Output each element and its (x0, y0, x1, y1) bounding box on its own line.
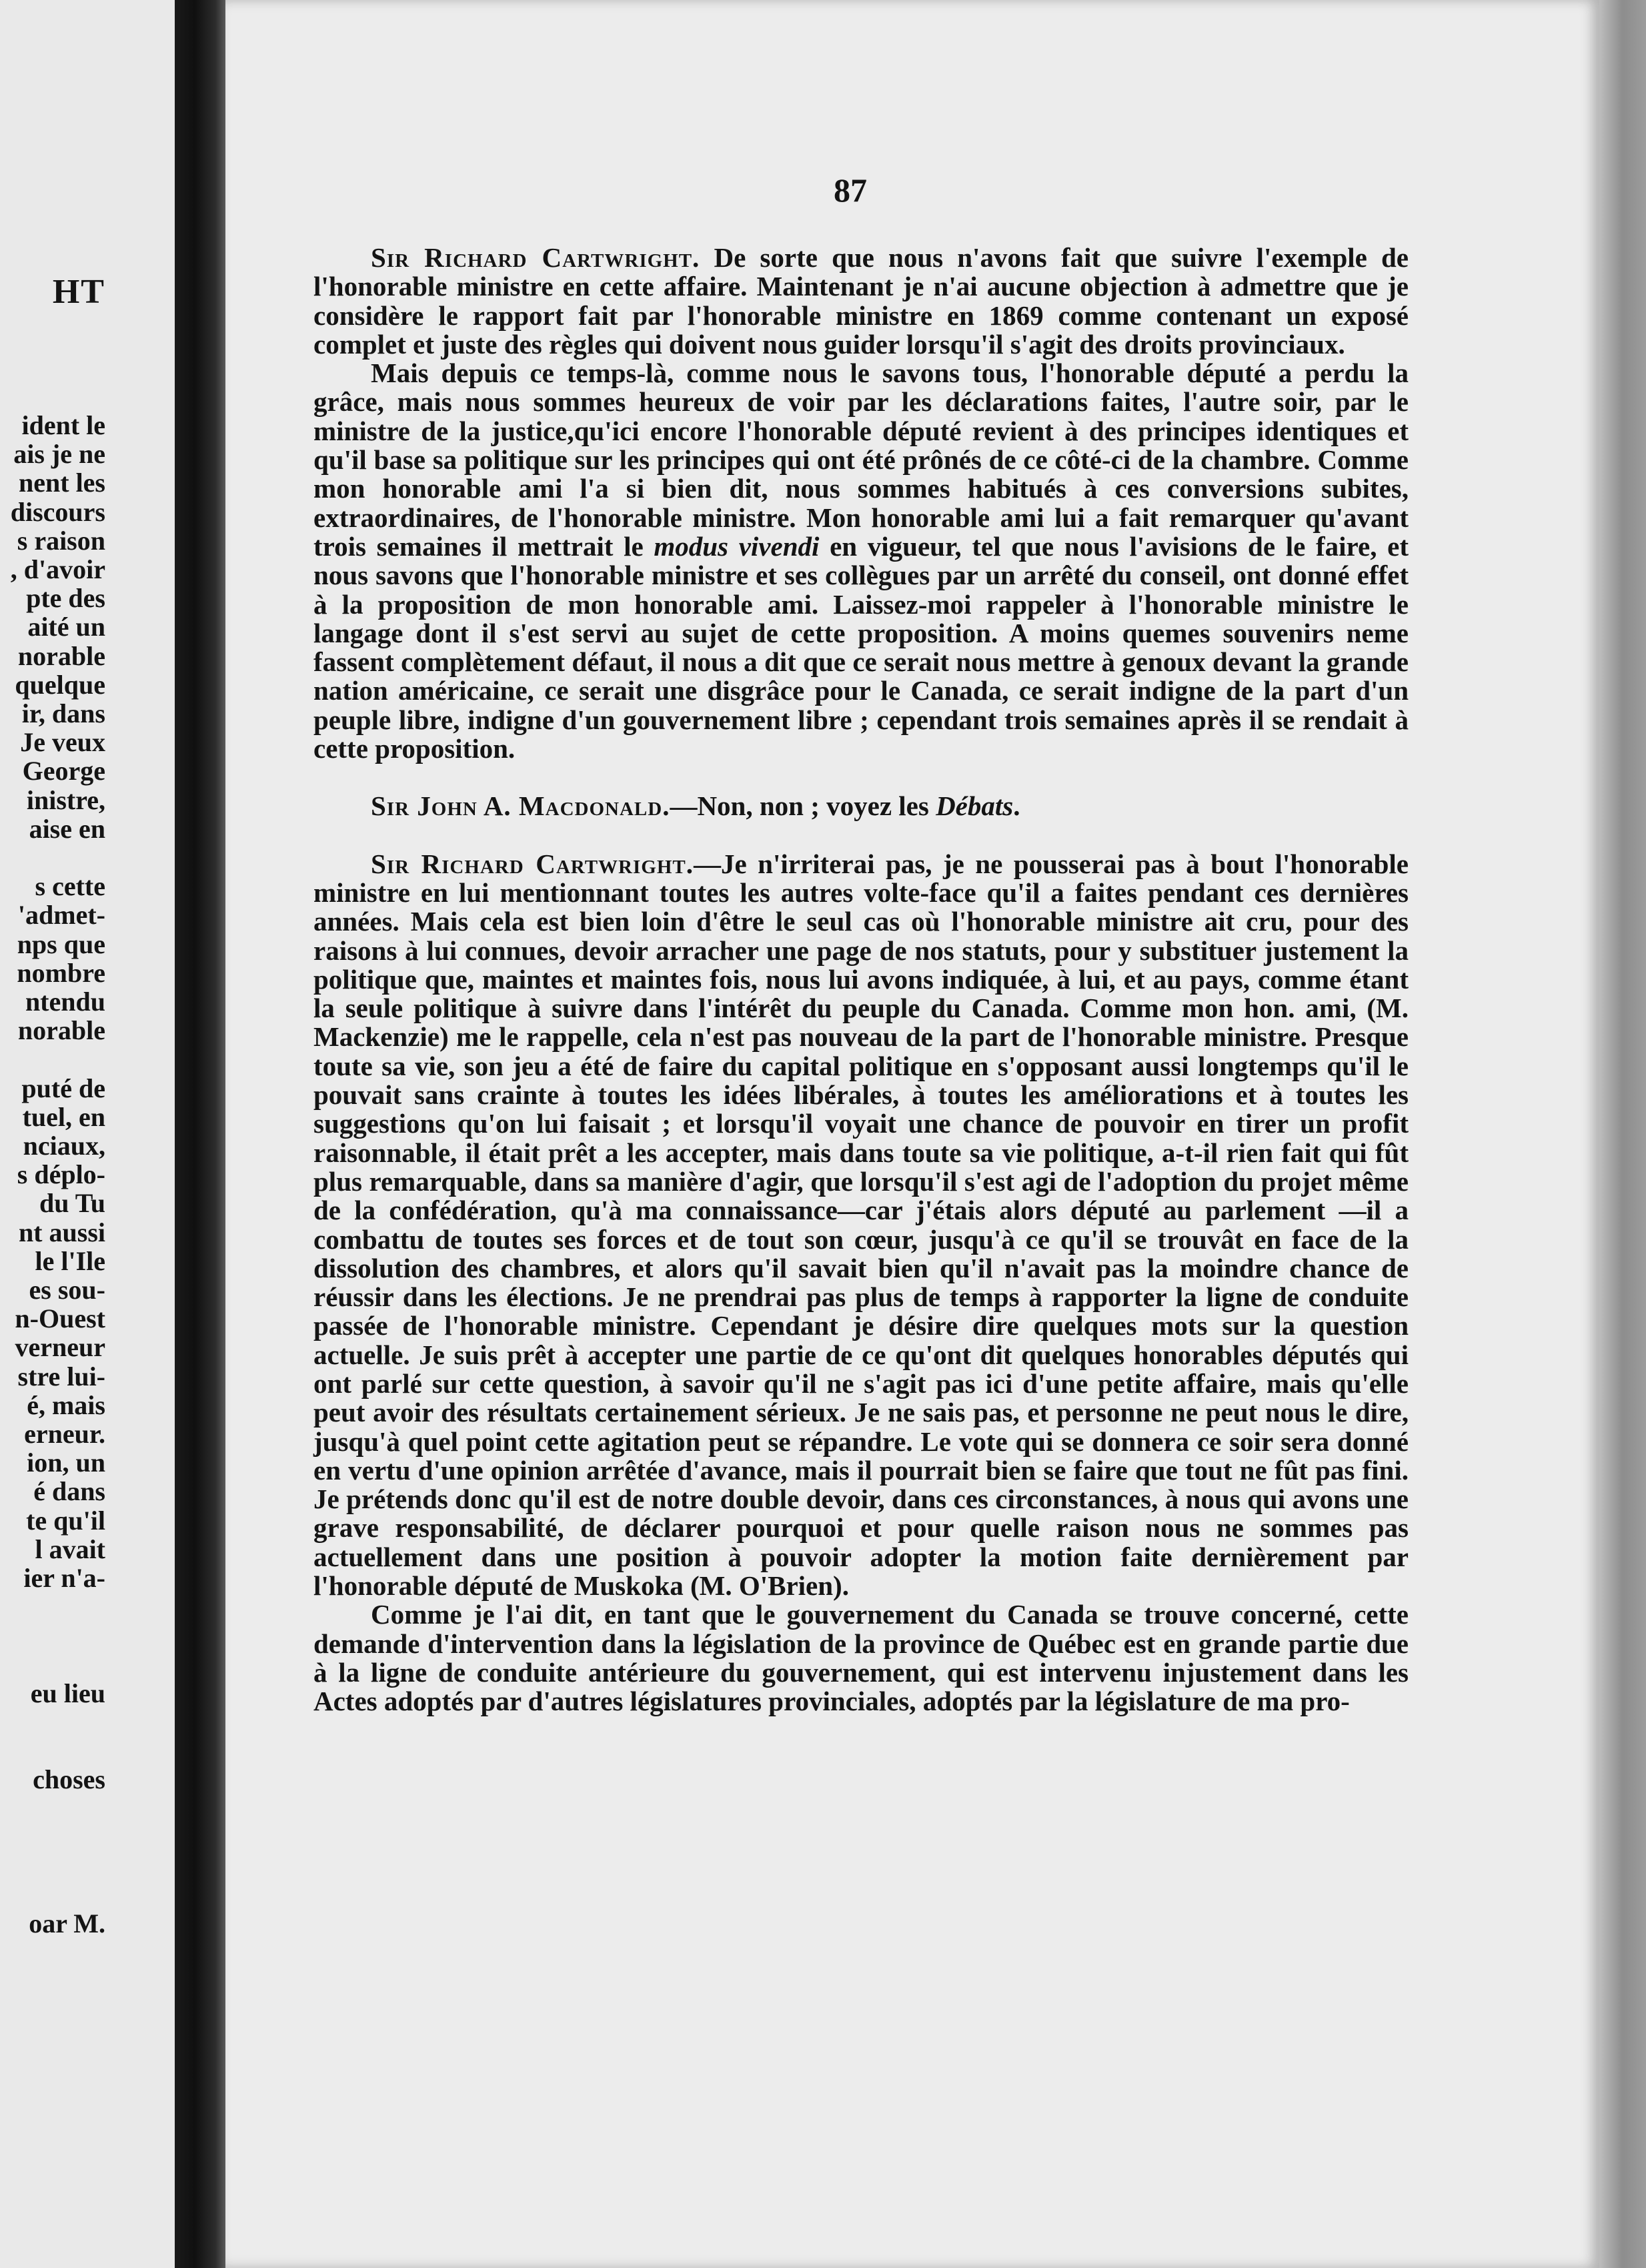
left-page-line: es sou- (29, 1275, 105, 1305)
paragraph-4 (313, 850, 1409, 1601)
left-page-line: n-Ouest (15, 1303, 105, 1334)
left-page-line: eu lieu (30, 1678, 105, 1708)
left-page-line: te qu'il (26, 1505, 105, 1536)
page-number: 87 (834, 171, 867, 209)
left-page-line: erneur. (24, 1419, 105, 1449)
left-page-line: aité un (27, 612, 105, 642)
speaker-name: Sir Richard Cartwright. (371, 242, 700, 273)
left-page-line: puté de (21, 1073, 105, 1103)
speaker-name: Sir Richard Cartwright. (371, 848, 694, 879)
left-page-line: norable (17, 640, 105, 671)
left-page-line: s cette (35, 871, 105, 902)
left-page-line: inistre, (26, 784, 105, 815)
left-page-line: s raison (17, 525, 105, 556)
paragraph-text: De sorte que nous n'avons fait que suivre l'exemple de l'honorable ministre en cette affaire. Maintenant je n'ai aucune objection à admettre que je considère le rapport fait par l'honorable ministre en 1869 comme contenant un exposé complet et juste des règles qui doivent nous guider lorsqu'il s'agit des droits provinciaux. (313, 242, 1409, 360)
left-page-line: l avait (35, 1534, 105, 1564)
paragraph-text: Mais depuis ce temps-là, comme nous le savons tous, l'honorable député a perdu la grâce, mais nous sommes heureux de voir par les déclarations faites, l'autre soir, par le ministre de la justice,qu'ici encore l'honorable député revient à des principes identiques et qu'il base sa politique sur les principes qui ont été prônés de ce côté-ci de la chambre. Comme mon honorable ami l'a si bien dit, nous sommes habitués à ces conversions subites, extraordinaires, de l'honorable ministre. Mon honorable ami lui a fait remarquer qu'avant trois semaines il mettrait le (313, 358, 1409, 562)
left-page-line: verneur (15, 1332, 105, 1363)
left-page-line: aise en (29, 813, 105, 844)
left-page-line: ident le (21, 410, 105, 440)
left-page-line: choses (33, 1764, 105, 1795)
left-page-line: ir, dans (21, 698, 105, 728)
left-page-line: é dans (33, 1476, 105, 1507)
left-page-line: nombre (17, 957, 105, 988)
left-page-line: ion, un (27, 1448, 105, 1478)
left-page-line: nps que (17, 929, 105, 959)
left-page-line: nent les (19, 468, 105, 498)
left-page-line: ier n'a- (23, 1563, 105, 1593)
left-page-line: 'admet- (17, 900, 105, 931)
paragraph-text: Comme je l'ai dit, en tant que le gouvernement du Canada se trouve concerné, cette demande d'intervention dans la législation de la province de Québec est en grande partie due à la ligne de conduite antérieure du gouvernement, qui est intervenu injustement dans les Actes adoptés par d'autres législatures provinciales, adoptés par la législature de ma pro- (313, 1599, 1409, 1717)
page-edge (1599, 0, 1646, 2268)
italic-phrase: modus vivendi (654, 530, 820, 562)
left-page-line: stre lui- (17, 1361, 105, 1391)
left-page-line: Je veux (20, 727, 105, 758)
left-page-line: é, mais (27, 1389, 105, 1420)
left-page-line: George (22, 756, 105, 786)
speaker-name: Sir John A. Macdonald. (371, 790, 670, 822)
paragraph-5 (313, 1600, 1409, 1716)
left-page-line: , d'avoir (10, 554, 105, 584)
left-page-line: discours (10, 496, 105, 527)
left-page-line: oar M. (29, 1908, 105, 1939)
left-page-line: nciaux, (23, 1131, 105, 1161)
left-page-line: norable (17, 1015, 105, 1046)
left-page-line: quelque (15, 669, 105, 700)
left-page-line: ais je ne (13, 439, 105, 470)
book-gutter (175, 0, 225, 2268)
page-body (313, 243, 1409, 1716)
left-page-line: du Tu (39, 1188, 105, 1219)
left-page-line: ntendu (25, 987, 105, 1017)
left-page-line: pte des (26, 583, 105, 614)
paragraph-text: —Je n'irriterai pas, je ne pousserai pas à bout l'honorable ministre en lui mentionnant toutes les autres volte-face qu'il a faites pendant ces dernières années. Mais cela est bien loin d'être le seul cas où l'honorable ministre ait cru, pour des raisons à lui connues, devoir arracher une page de nos statuts, pour y substituer justement la politique que, maintes et maintes fois, nous lui avons indiquée, à lui, et au pays, comme étant la seule politique à suivre dans l'intérêt du peuple du Canada. Comme mon hon. ami, (M. Mackenzie) me le rappelle, cela n'est pas nouveau de la part de l'honorable ministre. Presque toute sa vie, son jeu a été de faire du capital politique en s'opposant aussi longtemps qu'il le pouvait sans crainte à toutes les idées libérales, à toutes les améliorations et à toutes les suggestions qu'on lui faisait ; et lorsqu'il voyait une chance de pouvoir en tirer un profit raisonnable, il était prêt a les accepter, mais dans toute sa vie politique, a-t-il rien fait qui fût plus remarquable, dans sa manière d'agir, que lorsqu'il s'est agi de l'adoption du projet même de la confédération, qu'à ma connaissance—car j'étais alors député au parlement —il a combattu de toutes ses forces et de tout son cœur, jusqu'à ce qu'il se trouvât en face de la dissolution des chambres, et alors qu'il savait bien qu'il n'avait pas la moindre chance de réussir dans les élections. Je ne prendrai pas plus de temps à rapporter la ligne de conduite passée de l'honorable ministre. Cependant je désire dire quelques mots sur la question actuelle. Je suis prêt à accepter une partie de ce qu'ont dit quelques honorables députés qui ont parlé sur cette question, à savoir qu'il ne s'agit pas ici d'une petite affaire, mais qu'elle peut avoir des résultats certainement sérieux. Je ne sais pas, et personne ne peut nous le dire, jusqu'à quel point cette agitation peut se répandre. Le vote qui se donnera ce soir sera donné en vertu d'une opinion arrêtée d'avance, mais il pourrait bien se faire que tout ne fût pas fini. Je prétends donc qu'il est de notre double devoir, dans ces circonstances, à nous qui avons une grave responsabilité, de déclarer pourquoi et pour quelle raison nous ne sommes pas actuellement dans une position à pouvoir adopter la motion faite dernièrement par l'honorable député de Muskoka (M. O'Brien). (313, 848, 1409, 1602)
left-page-line: le l'Ile (35, 1245, 105, 1276)
paragraph-text: en vigueur, tel que nous l'avisions de le faire, et nous savons que l'honorable ministre et ses collègues par un arrêté du conseil, ont donné effet à la proposition de mon honorable ami. Laissez-moi rappeler à l'honorable ministre le langage dont il s'est servi au sujet de cette proposition. A moins quemes souvenirs neme fassent complètement défaut, il nous a dit que ce serait nous mettre à genoux devant la grande nation américaine, ce serait une disgrâce pour le Canada, ce serait indigne de la part d'un peuple libre, indigne d'un gouvernement libre ; cependant trois semaines après il se rendait à cette proposition. (313, 530, 1409, 764)
italic-phrase: Débats (936, 790, 1014, 822)
left-page-fragment (0, 0, 175, 2268)
left-page-line: s déplo- (17, 1159, 105, 1190)
left-page-line: tuel, en (22, 1101, 105, 1132)
left-page-line: nt aussi (18, 1217, 105, 1247)
paragraph-text: . (1013, 790, 1020, 822)
paragraph-text: —Non, non ; voyez les (670, 790, 936, 822)
left-page-heading: HT (52, 273, 105, 311)
paragraph-1 (313, 243, 1409, 359)
paragraph-2 (313, 359, 1409, 763)
paragraph-3 (313, 792, 1409, 820)
